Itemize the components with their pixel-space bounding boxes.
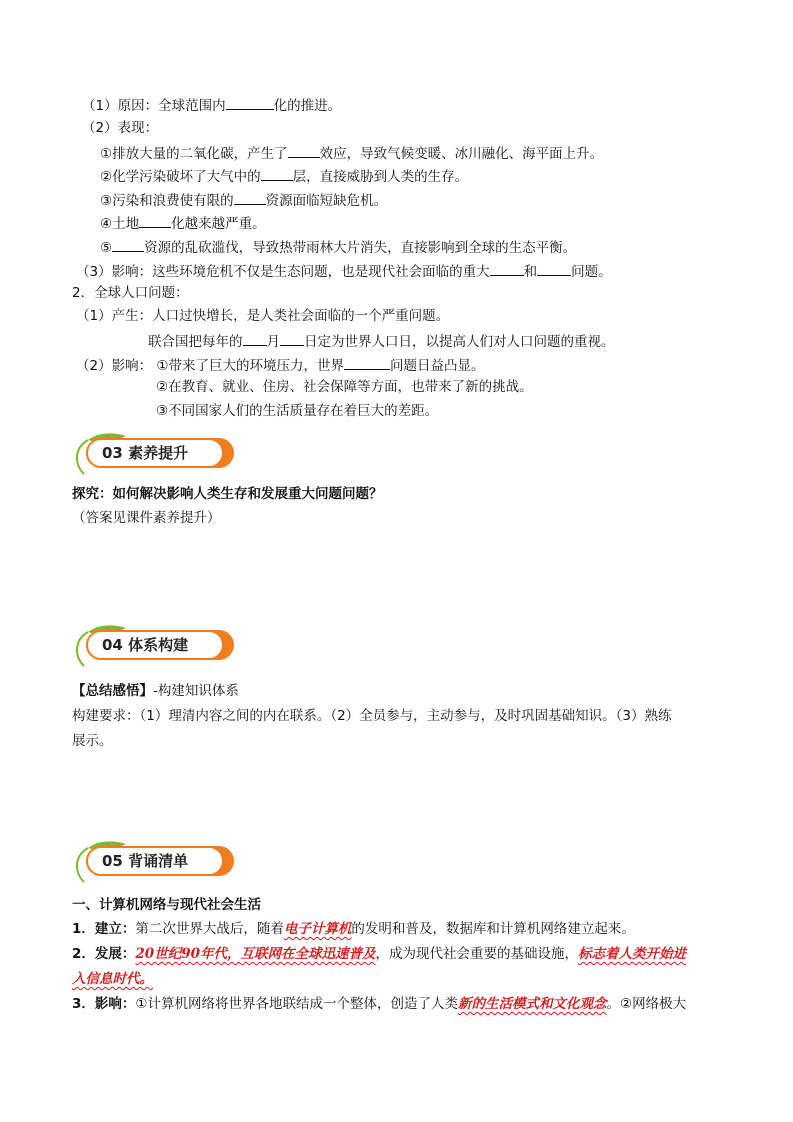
blank[interactable] — [280, 331, 304, 346]
badge-label: 05 背诵清单 — [86, 846, 224, 876]
section-badge-05 — [70, 836, 240, 882]
manifest-item-1: ①排放大量的二氧化碳，产生了 效应，导致气候变暖、冰川融化、海平面上升。 — [100, 143, 603, 163]
recite-item-2-cont: 入信息时代。 — [72, 971, 153, 987]
summary-title: 【总结感悟】-构建知识体系 — [72, 683, 239, 699]
manifest-item-5: ⑤ 资源的乱砍滥伐，导致热带雨林大片消失，直接影响到全球的生态平衡。 — [100, 237, 576, 257]
manifest-item-4: ④土地 化越来越严重。 — [100, 213, 266, 233]
recite-item-3: 3．影响：①计算机网络将世界各地联结成一个整体，创造了人类新的生活模式和文化观念。②网络极大 — [72, 996, 687, 1012]
build-requirements: 构建要求：（1）理清内容之间的内在联系。（2）全员参与，主动参与，及时巩固基础知识。（3）熟练 — [72, 708, 672, 724]
population-impact-2: ②在教育、就业、住房、社会保障等方面，也带来了新的挑战。 — [156, 379, 533, 395]
population-impact-3: ③不同国家人们的生活质量存在着巨大的差距。 — [156, 403, 439, 419]
impact-line: （3）影响：这些环境危机不仅是生态问题，也是现代社会面临的重大 和 问题。 — [76, 261, 612, 281]
recite-item-1: 1．建立：第二次世界大战后，随着电子计算机的发明和普及，数据库和计算机网络建立起来。 — [72, 921, 635, 937]
blank[interactable] — [226, 95, 274, 110]
section-badge-04 — [70, 620, 240, 666]
badge-label: 03 素养提升 — [86, 438, 224, 468]
explore-question: 探究：如何解决影响人类生存和发展重大问题问题？ — [72, 486, 383, 502]
blank[interactable] — [139, 213, 171, 228]
blank[interactable] — [234, 190, 266, 205]
blank[interactable] — [243, 331, 267, 346]
manifest-item-3: ③污染和浪费使有限的 资源面临短缺危机。 — [100, 190, 387, 210]
manifest-item-2: ②化学污染破坏了大气中的 层，直接威胁到人类的生存。 — [100, 166, 468, 186]
blank[interactable] — [288, 143, 320, 158]
population-cause: （1）产生：人口过快增长，是人类社会面临的一个严重问题。 — [76, 308, 450, 324]
manifest-label: （2）表现： — [82, 120, 159, 136]
blank[interactable] — [490, 261, 524, 276]
badge-label: 04 体系构建 — [86, 630, 224, 660]
population-day: 联合国把每年的 月 日定为世界人口日，以提高人们对人口问题的重视。 — [148, 331, 615, 351]
recite-heading: 一、计算机网络与现代社会生活 — [72, 897, 261, 913]
section-badge-03 — [70, 428, 240, 474]
explore-answer: （答案见课件素养提升） — [72, 510, 221, 526]
blank[interactable] — [112, 237, 144, 252]
population-heading: 2．全球人口问题： — [72, 285, 189, 301]
blank[interactable] — [344, 355, 390, 370]
blank[interactable] — [537, 261, 571, 276]
cause-line: （1）原因：全球范围内 化的推进。 — [82, 95, 341, 115]
population-impact-1: （2）影响： ①带来了巨大的环境压力，世界 问题日益凸显。 — [76, 355, 484, 375]
recite-item-2: 2．发展：20世纪90年代，互联网在全球迅速普及，成为现代社会重要的基础设施，标志着人类开始进 — [72, 946, 686, 962]
build-requirements-cont: 展示。 — [72, 733, 113, 749]
blank[interactable] — [261, 166, 293, 181]
